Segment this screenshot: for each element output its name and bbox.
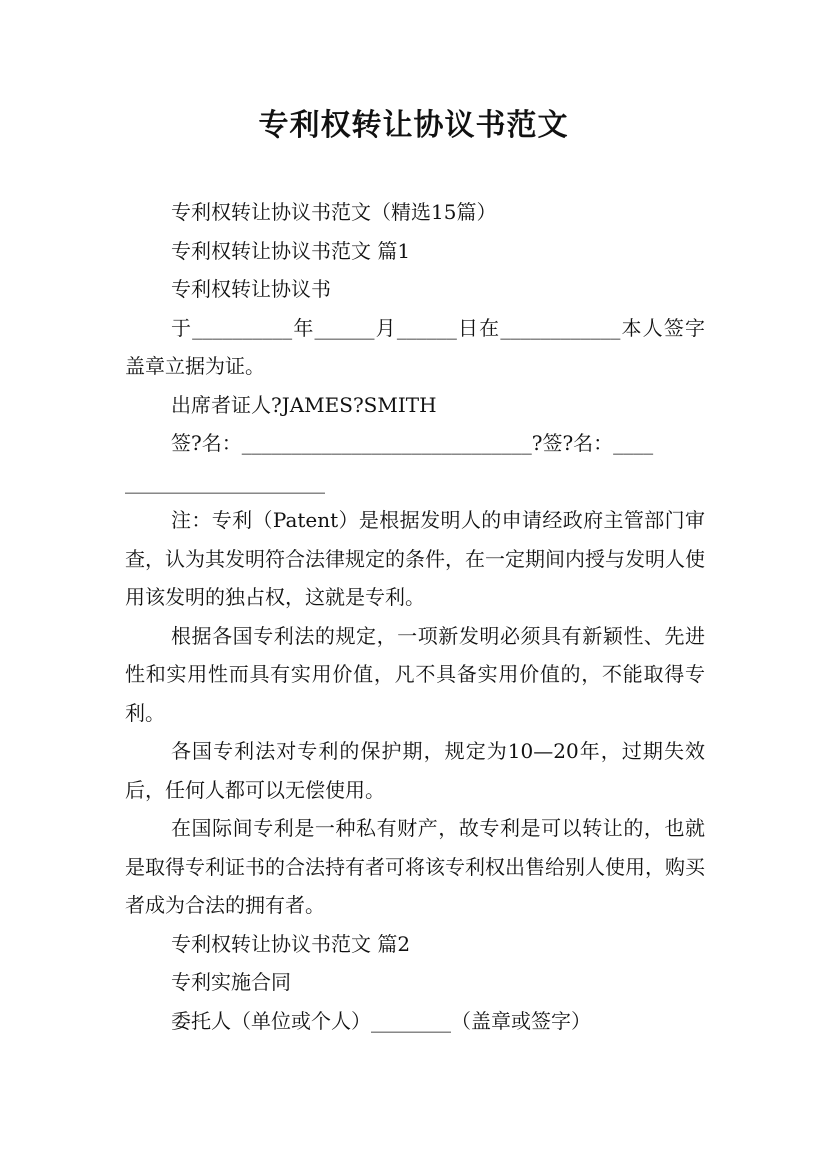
paragraph-signature-date: 于__________年______月______日在____________本人签字盖章立据为证。 [125,315,705,378]
paragraph-subtitle: 专利权转让协议书范文（精选15篇） [171,200,497,224]
paragraph-patent-transfer: 在国际间专利是一种私有财产，故专利是可以转让的，也就是取得专利证书的合法持有者可将该专利权出售给别人使用，购买者成为合法的拥有者。 [125,816,705,917]
contract-heading: 专利实施合同 [171,970,291,994]
paragraph-patent-note: 注：专利（Patent）是根据发明人的申请经政府主管部门审查，认为其发明符合法律规定的条件，在一定期间内授与发明人使用该发明的独占权，这就是专利。 [125,508,705,609]
document-title: 专利权转让协议书范文 [258,108,569,143]
paragraph-signature-line: 签?名：_____________________________?签?名：____ [171,431,654,455]
section-heading-2: 专利权转让协议书范文 篇2 [171,931,411,956]
paragraph-protection-period: 各国专利法对专利的保护期，规定为10—20年，过期失效后，任何人都可以无偿使用。 [125,739,705,802]
signature-line-continuation: ____________________ [125,469,325,494]
paragraph-witness: 出席者证人?JAMES?SMITH [171,392,437,417]
agreement-heading: 专利权转让协议书 [171,277,331,301]
paragraph-patent-law: 根据各国专利法的规定，一项新发明必须具有新颖性、先进性和实用性而具有实用价值，凡不具备实用价值的，不能取得专利。 [125,623,705,725]
document-body [125,193,705,1040]
paragraph-client: 委托人（单位或个人）________（盖章或签字） [171,1008,591,1033]
section-heading-1: 专利权转让协议书范文 篇1 [171,238,411,263]
